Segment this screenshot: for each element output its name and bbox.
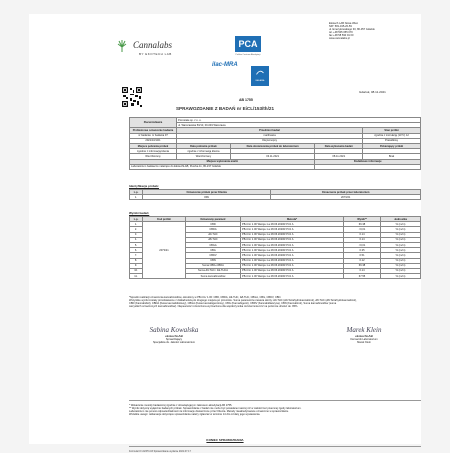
table-row: 7. CBDV PB-C/L/ 1.00 Wersja 1.a 28.06.2020R PUJ A 0.51 % (m/m): [130, 253, 421, 258]
footnotes: * Wskazanie metody badawczej zgodnie z obowiązującym zakresem akredytacji AB 1755. ** Wyniki dotyczą wyłącznie badanych próbek. Sprawozdanie z badań nie może być powielane inaczej niż w całości bez pisemnej zgody laboratorium. Laboratorium nie ponosi odpowiedzialności za informacje dostarczone przez Klienta. Metody nieakredytowane oznaczono w sprawozdaniu. Wszelkie uwagi i reklamacje dotyczące sprawozdania należy zgłaszać w terminie 14 dni od daty jego wystawienia.: [129, 404, 302, 417]
report-end: KONIEC SPRAWOZDANIA: [206, 438, 244, 442]
table-row: 1. #PA 2073/21: [130, 195, 421, 200]
accreditation-subtitle: BADANIA: [255, 80, 265, 82]
accreditation-hand-icon: [251, 66, 269, 80]
results-title: Wyniki badań:: [129, 211, 150, 215]
cannabis-leaf-icon: [117, 40, 127, 52]
client-label: Zleceniodawca: [130, 118, 177, 128]
report-date: Gdańsk, 08.11.2021: [359, 90, 386, 94]
results-table: L.p. Kod próbki Oznaczany parametr Metoda* Wynik** Jednostka 1. 2073/21 CBD PB-C/L/ 1.00 Wersja 1.a 28.06.2020R PUJ A 66.38 % (m/m) 2. CBDA PB-C/L/ 1.00 Wersja 1.a 28.06.2020R PUJ A <0,01 % (m/m) 3. Δ9-THC PB-C/L/ 1.00 Wersja 1.a 28.06.2020R PUJ A 0.14 % (m/m) 4. Δ8-THC PB-C/L/ 1.00 Wersja 1.a 28.06.2020R PUJ A 0.14 % (m/m) 5. CBGA PB-C/L/ 1.00 Wersja 1.a 28.06.2020R PUJ A <0,01 % (m/m) 6. CBG PB-C/L/ 1.00 Wersja 1.a 28.06.2020R PUJ A 0.35 % (m/m) 7. CBDV PB-C/L/ 1.00 Wersja 1.a 28.06.2020R PUJ A 0.51 % (m/m) 8. CBN PB-C/L/ 1.00 Wersja 1.a 28.06.2020R PUJ A 0.12 % (m/m) 9. Suma CBD+CBDA PB-C/L/ 1.00 Wersja 1.a 28.06.2020R PUJ A 66.38 % (m/m) 10. Suma Δ9-THC i Δ9-THCA PB-C/L/ 1.00 Wersja 1.a 28.06.2020R PUJ A 0.14 % (m/m) 11. Suma kannabinoidów PB-C/L/ 1.00 Wersja 1.a 28.06.2020R PUJ A 67.55 % (m/m): [129, 216, 421, 279]
table-row: 4. Δ8-THC PB-C/L/ 1.00 Wersja 1.a 28.06.2020R PUJ A 0.14 % (m/m): [130, 237, 421, 242]
ident-table: L.p. Oznaczenie próbek przez Klienta Oznaczenie próbek przez laboratorium 1. #PA 2073/21: [129, 189, 421, 200]
client-address: ul. Warszawska 50/13, 00-049 Warszawa: [177, 123, 421, 128]
cannalabs-logo: [117, 38, 187, 62]
brand-name: Cannalabs: [133, 40, 173, 50]
report-page: [29, 14, 421, 453]
form-number: Formularz F-02/PO-03 Sprawozdanie wydanie 2021.07.17: [129, 450, 191, 453]
accreditation-number: AB 1755: [239, 98, 253, 102]
method-notes: *Sposób realizacji oznaczenia kannabinoidów, określony w PB-C/L/ 1.00: CBD, CBDA, Δ9-THC, Δ8-THC, CBGA, CBG, CBDV, CBN. Wszystkie wyniki zostały przedstawione z dokładnością do drugiego miejsca po przecinku. Suma parametrów zawiera skróty: Δ9-THC (Δ9-Tetrahydrokannabinol), Δ8-THC (Δ8-Tetrahydrokannabinol), CBD (Kannabidiol), CBDA (Kwas kannabidiolowy), CBGA (Kwas kannabigerolowy), CBG (Kannabigerol), CBDV (Kannabidiwaryna), CBN (Kannabinol), Suma kannabinoidów (suma wszystkich oznaczonych kannabinoidów). Niepewność rozszerzona wyznaczona dla współczynnika rozszerzenia k=2 na poziomie ufności ok. 95%.: [129, 296, 357, 309]
brand-subtitle: BY EKOTECH LAB: [139, 52, 172, 56]
table-row: 11. Suma kannabinoidów PB-C/L/ 1.00 Wersja 1.a 28.06.2020R PUJ A 67.55 % (m/m): [130, 274, 421, 279]
table-row: 6. CBG PB-C/L/ 1.00 Wersja 1.a 28.06.2020R PUJ A 0.35 % (m/m): [130, 248, 421, 253]
pca-subtitle: Polskie Centrum Akredytacji: [235, 54, 261, 56]
location-label: Miejsce wykonania analiz: [130, 159, 315, 164]
table-row: 1. 2073/21 CBD PB-C/L/ 1.00 Wersja 1.a 28.06.2020R PUJ A 66.38 % (m/m): [130, 222, 421, 227]
signature-handwriting: Sabina Kowalska: [149, 326, 199, 334]
signature-reviewer: Sabina Kowalska ekotechLAB Sprawdzający Specjalista ds. Jakości Laboratorium: [139, 326, 209, 344]
divider: [129, 400, 421, 401]
table-row: 9. Suma CBD+CBDA PB-C/L/ 1.00 Wersja 1.a 28.06.2020R PUJ A 66.38 % (m/m): [130, 263, 421, 268]
pca-logo: PCA: [235, 36, 261, 52]
report-title: SPRAWOZDANIE Z BADAŃ nr EiCL/153/th/21: [175, 106, 274, 111]
divider: [129, 446, 421, 447]
contact-block: Ekotech LAB Nowa Wieś NIP: 581-195-20-59 ul. Emerykowskiego 30, 80-357 Gdańsk tel. +48 505 055 070 fax +48 58 590 91 00 www.cannalabs.pl: [329, 22, 375, 41]
client-name: Pozostałe sp. z o. o.: [177, 118, 421, 123]
table-row: 10. Suma Δ9-THC i Δ9-THCA PB-C/L/ 1.00 Wersja 1.a 28.06.2020R PUJ A 0.14 % (m/m): [130, 268, 421, 273]
sample-code: 2073/21: [143, 222, 186, 279]
table-row: 8. CBN PB-C/L/ 1.00 Wersja 1.a 28.06.2020R PUJ A 0.12 % (m/m): [130, 258, 421, 263]
table-row: 2. CBDA PB-C/L/ 1.00 Wersja 1.a 28.06.2020R PUJ A <0,01 % (m/m): [130, 227, 421, 232]
table-row: 5. CBGA PB-C/L/ 1.00 Wersja 1.a 28.06.2020R PUJ A <0,01 % (m/m): [130, 242, 421, 247]
deviation-label: Dodatkowe informacje: [315, 159, 421, 164]
ident-title: Identyfikacja próbek:: [129, 184, 160, 188]
location-value: Laboratorium badawcze należące do EkotechLAB, Puszka 11, 80-237 Gdańsk: [130, 164, 315, 169]
ilac-logo: ilac-MRA: [212, 62, 238, 68]
qr-code: [121, 86, 143, 108]
table-row: 3. Δ9-THC PB-C/L/ 1.00 Wersja 1.a 28.06.2020R PUJ A 0.14 % (m/m): [130, 232, 421, 237]
signature-manager: Marek Klein ekotechLAB Kierownik Laboratorium Marek Klein: [329, 326, 399, 344]
signature-handwriting: Marek Klein: [346, 326, 382, 334]
accreditation-mark: [251, 66, 269, 86]
client-table: Zleceniodawca Pozostałe sp. z o. o. ul. Warszawska 50/13, 00-049 Warszawa Problemowe oznaczenie badania Przedmiot badań Stan próbki nr badania: nr badania 07 marihuana zgodnie z instrukcją (14°C) 12 2021/10/1/01 Olej konopny Prawidłowy Miejsce pobrania próbek Data pobrania próbek Data dostarczenia próbek do laboratorium Data wykonania badań Pobierający próbki zgodnie z informacją klienta zgodnie z informacją klienta Wierzbiczany Wierzbiczany 03.11.2021 08.11.2021 Brak Miejsce wykonania analiz Dodatkowe informacje Laboratorium badawcze należące do EkotechLAB, Puszka 11, 80-237 Gdańsk: [129, 117, 421, 170]
